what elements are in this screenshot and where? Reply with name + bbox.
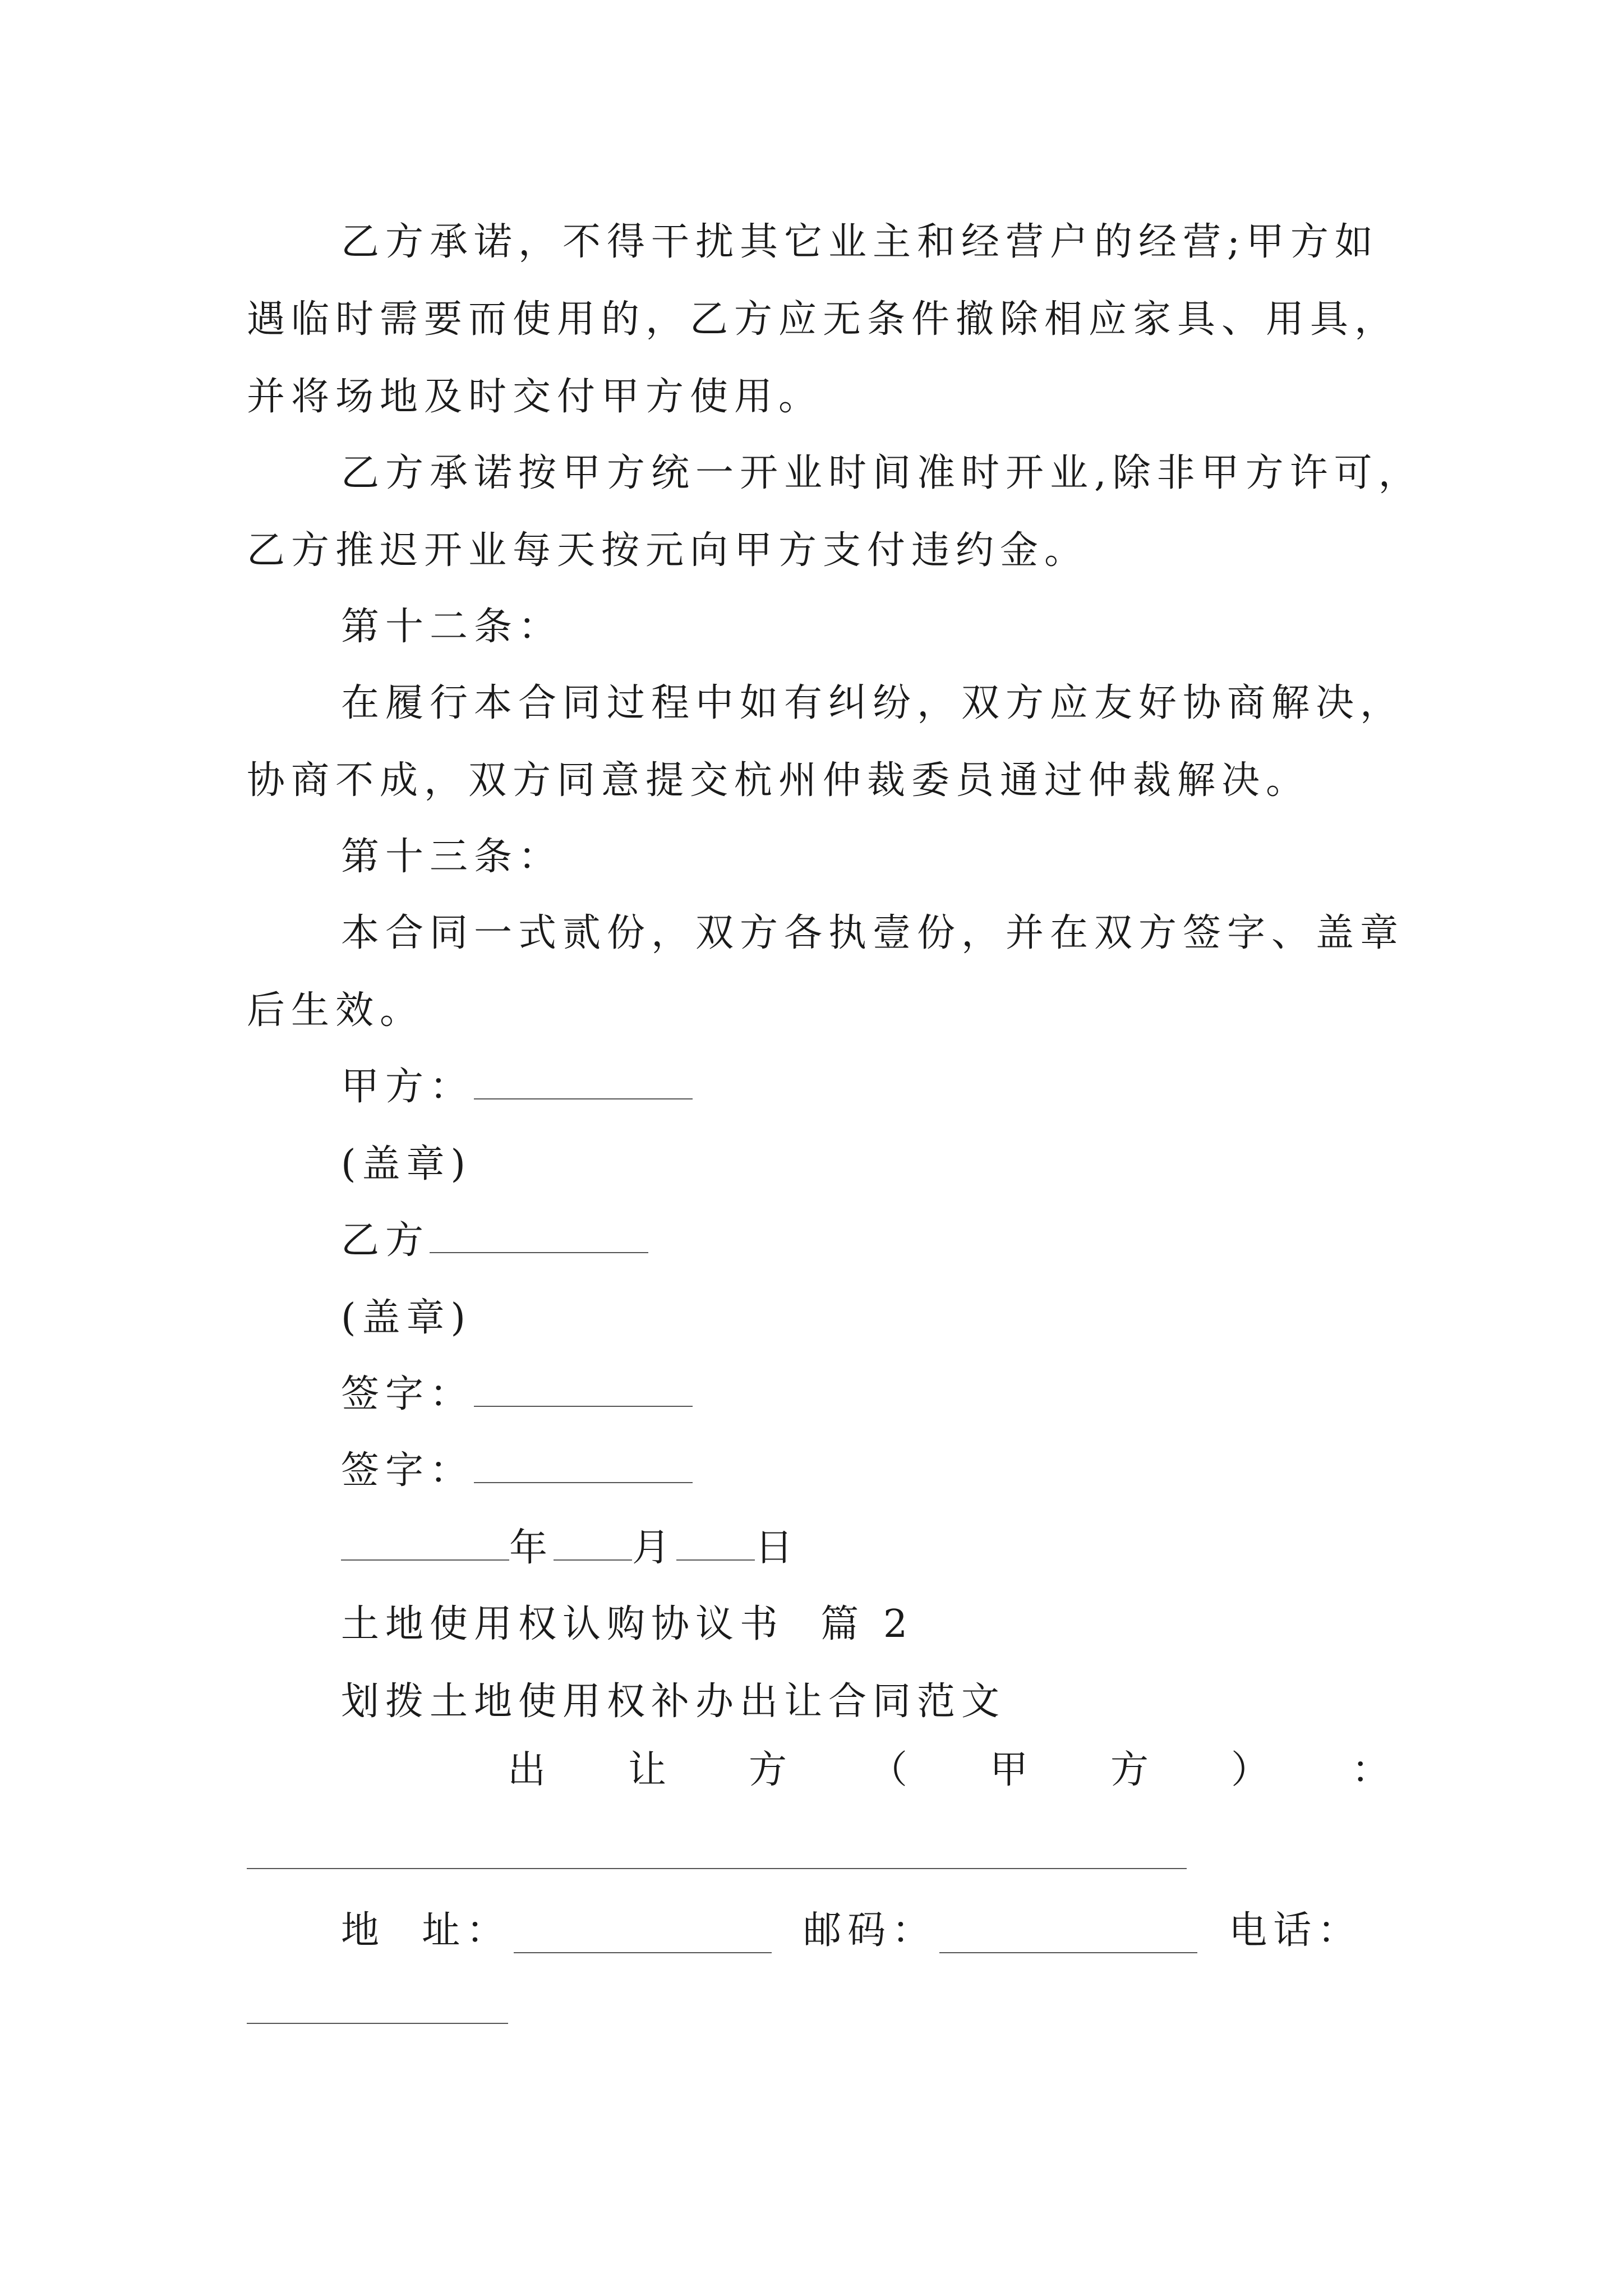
sign-line — [341, 1372, 693, 1417]
paragraph-line: 遇临时需要而使用的，乙方应无条件撤除相应家具、用具， — [247, 297, 1399, 342]
party-b-blank — [430, 1218, 648, 1253]
sign-label: 签字： — [341, 1448, 474, 1493]
party-a-blank — [474, 1065, 693, 1099]
paragraph-line: 乙方承诺按甲方统一开业时间准时开业,除非甲方许可， — [341, 451, 1423, 495]
month-label: 月 — [632, 1526, 677, 1570]
paragraph-line: 乙方承诺，不得干扰其它业主和经营户的经营;甲方如 — [341, 220, 1379, 264]
day-blank — [676, 1526, 755, 1561]
date-line — [341, 1526, 799, 1571]
address-line — [341, 1908, 1362, 1953]
paragraph-line: 并将场地及时交付甲方使用。 — [247, 375, 823, 419]
grantor-char: 方 — [748, 1748, 787, 1792]
section-subtitle: 划拨土地使用权补办出让合同范文 — [341, 1680, 1006, 1724]
month-blank — [554, 1526, 632, 1561]
grantor-line — [341, 1748, 1390, 1793]
paragraph-line: 在履行本合同过程中如有纠纷，双方应友好协商解决， — [341, 681, 1405, 725]
grantor-char: 方 — [1110, 1748, 1149, 1792]
year-label: 年 — [509, 1526, 554, 1570]
party-a-line — [341, 1065, 693, 1110]
grantor-blank — [247, 1868, 1187, 1869]
grantor-char: 出 — [507, 1748, 546, 1792]
grantor-char: （ — [869, 1748, 907, 1792]
day-label: 日 — [755, 1526, 800, 1570]
sign-blank — [474, 1372, 693, 1407]
seal-label: (盖章) — [341, 1142, 472, 1186]
grantor-char: 让 — [628, 1748, 666, 1792]
phone-blank — [247, 2023, 508, 2024]
year-blank — [341, 1526, 509, 1561]
address-label: 地 址： — [341, 1908, 511, 1953]
paragraph-line: 协商不成，双方同意提交杭州仲裁委员通过仲裁解决。 — [247, 758, 1311, 803]
postcode-label: 邮码： — [803, 1908, 937, 1953]
postcode-blank — [939, 1918, 1197, 1953]
party-b-label: 乙方 — [341, 1218, 430, 1263]
sign-blank — [474, 1448, 693, 1483]
sign-label: 签字： — [341, 1372, 474, 1416]
party-a-label: 甲方： — [341, 1065, 474, 1109]
paragraph-line: 后生效。 — [247, 988, 425, 1033]
seal-label: (盖章) — [341, 1296, 472, 1340]
sign-line — [341, 1448, 693, 1493]
article-heading: 第十二条： — [341, 605, 563, 649]
grantor-char: 甲 — [989, 1748, 1028, 1792]
address-blank — [514, 1918, 772, 1953]
paragraph-line: 乙方推迟开业每天按元向甲方支付违约金。 — [247, 528, 1089, 573]
grantor-char: ） — [1230, 1748, 1269, 1792]
phone-label: 电话： — [1229, 1908, 1362, 1953]
party-b-line — [341, 1218, 648, 1263]
paragraph-line: 本合同一式贰份，双方各执壹份，并在双方签字、盖章 — [341, 911, 1405, 955]
section-heading: 土地使用权认购协议书 篇 2 — [341, 1602, 914, 1646]
grantor-char: ： — [1351, 1748, 1390, 1792]
article-heading: 第十三条： — [341, 835, 563, 879]
